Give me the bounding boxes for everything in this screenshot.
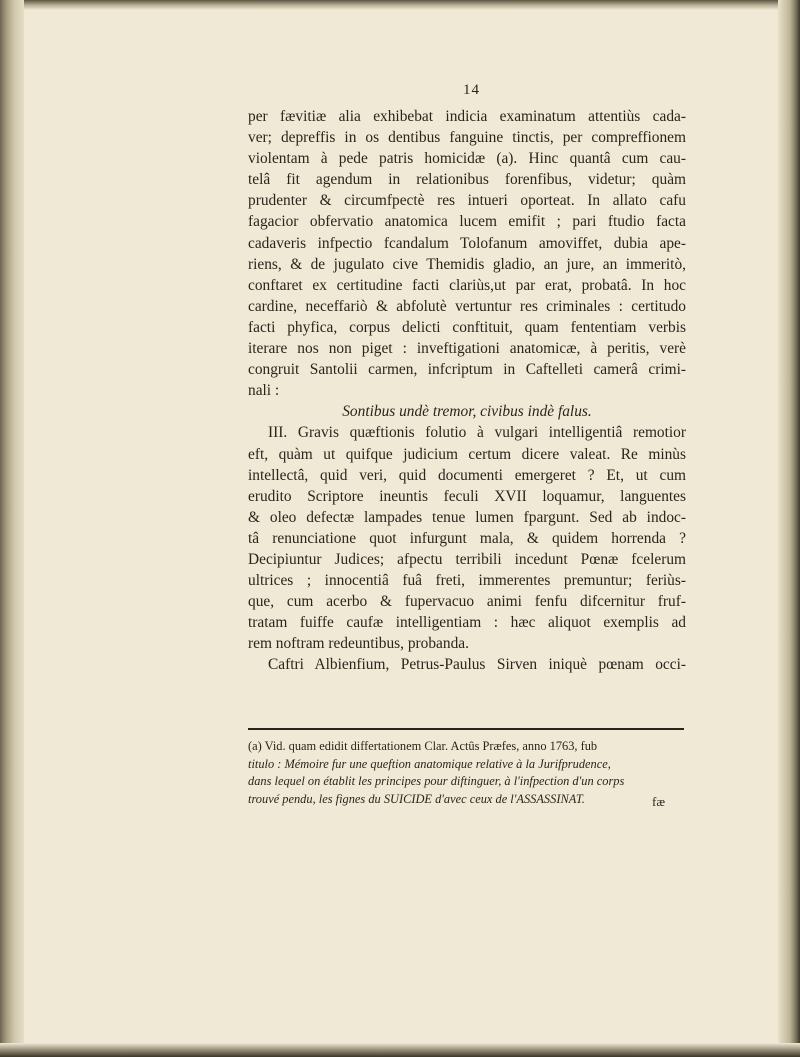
text-line: iterare nos non piget : inveftigationi anatomicæ, à peritis, verè [248, 340, 686, 358]
catchword: fæ [652, 794, 665, 809]
text-line: tâ renunciatione quot infurgunt mala, & quidem horrenda ? [248, 529, 686, 547]
text-line: prudenter & circumfpectè res intueri oporteat. In allato cafu [248, 192, 686, 210]
text-line: & oleo defectæ lampades tenue lumen fpargunt. Sed ab indoc- [248, 508, 686, 526]
text-line: intellectâ, quid veri, quid documenti emergeret ? Et, ut cum [248, 466, 686, 484]
footnote-rule [248, 728, 684, 730]
text-line: riens, & de jugulato cive Themidis gladio, an jure, an immeritò, [248, 255, 686, 273]
text-line: eft, quàm ut quifque judicium certum dicere valeat. Re minùs [248, 445, 686, 463]
scan-edge-top [0, 0, 800, 10]
scan-edge-left [0, 0, 24, 1057]
text-line: cadaveris infpectio fcandalum Tolofanum amoviffet, dubia ape- [248, 234, 686, 252]
text-line: congruit Santolii carmen, infcriptum in Caftelleti camerâ crimi- [248, 361, 686, 379]
scan-edge-right [778, 0, 800, 1057]
footnote-line: trouvé pendu, les fignes du SUICIDE d'avec ceux de l'ASSASSINAT. [248, 791, 585, 806]
text-line: tratam fuiffe caufæ intelligentiam : hæc aliquot exemplis ad [248, 614, 686, 632]
text-line: cardine, neceffariò & abfolutè vertuntur res criminales : certitudo [248, 297, 686, 315]
footnote-line: dans lequel on établit les principes pour diftinguer, à l'infpection d'un corps [248, 774, 625, 789]
text-line: Decipiuntur Judices; afpectu terribili incedunt Pœnæ fcelerum [248, 550, 686, 568]
text-line: telâ fit agendum in relationibus forenfibus, videtur; quàm [248, 171, 686, 189]
text-line: Caftri Albienfium, Petrus-Paulus Sirven iniquè pœnam occi- [268, 656, 686, 674]
text-line: facti phyfica, corpus delicti conftituit, quam fententiam verbis [248, 318, 686, 336]
scan-edge-bottom [0, 1043, 800, 1057]
text-line: que, cum acerbo & fupervacuo animi fenfu difcernitur fruf- [248, 593, 686, 611]
text-line: fagacior obfervatio anatomica lucem emifit ; pari ftudio facta [248, 213, 686, 231]
text-line: nali : [248, 382, 280, 400]
body-text [248, 106, 686, 676]
text-line: conftaret ex certitudine facti clariùs,ut par erat, probatâ. In hoc [248, 276, 686, 294]
text-line: ver; depreffis in os dentibus fanguine tinctis, per compreffionem [248, 129, 686, 147]
text-line: erudito Scriptore ineuntis feculi XVII loquamur, languentes [248, 487, 686, 505]
page-number: 14 [463, 82, 480, 98]
section-start-line: III. Gravis quæftionis folutio à vulgari intelligentiâ remotior [268, 424, 686, 442]
text-line: violentam à pede patris homicidæ (a). Hinc quantâ cum cau- [248, 150, 686, 168]
text-line: rem noftram redeuntibus, probanda. [248, 635, 469, 653]
footnote-line: titulo : Mémoire fur une queftion anatomique relative à la Jurifprudence, [248, 756, 611, 771]
text-line: ultrices ; innocentiâ fuâ freti, immerentes premuntur; feriùs- [248, 572, 686, 590]
verse-line: Sontibus undè tremor, civibus indè falus. [342, 403, 592, 421]
footnotes [248, 738, 686, 808]
text-line: per fævitiæ alia exhibebat indicia examinatum attentiùs cada- [248, 108, 686, 125]
footnote-line: (a) Vid. quam edidit differtationem Clar. Actûs Præfes, anno 1763, fub [248, 739, 598, 753]
